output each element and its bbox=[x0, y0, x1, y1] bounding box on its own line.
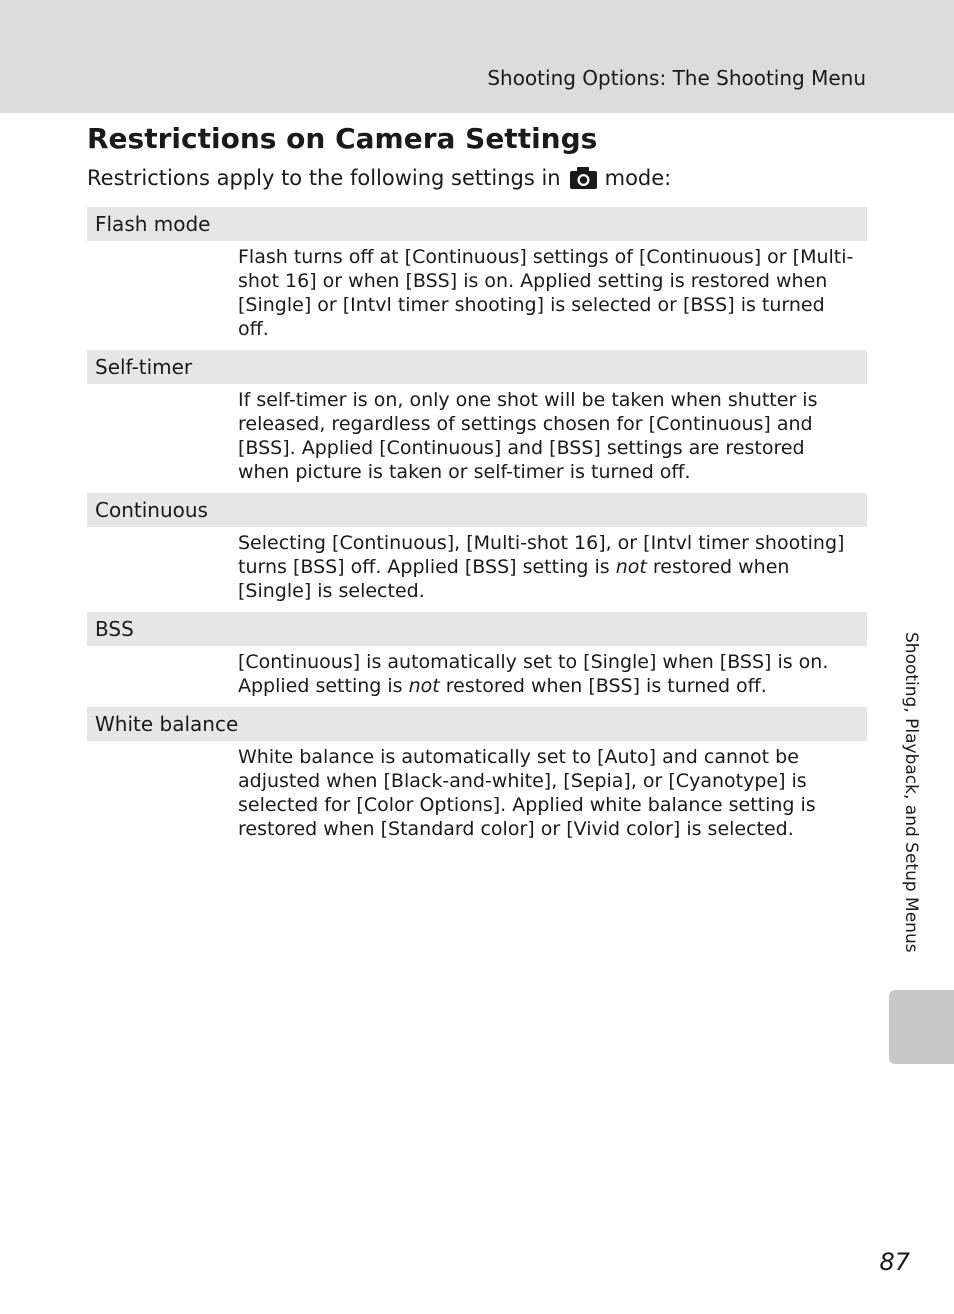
intro-text-after: mode: bbox=[604, 166, 672, 190]
desc-emphasis: not bbox=[408, 675, 440, 697]
desc-text: Selecting [Continuous], [Multi-shot 16], or [Intvl timer shooting] turns [BSS] off. Applied [BSS] setting is bbox=[238, 532, 845, 578]
desc-text: Flash turns off at [Continuous] settings of [Continuous] or [Multi-shot 16] or when [BSS] is on. Applied setting is restored when [Single] or [Intvl timer shooting] is selected or [BSS] is turned off. bbox=[238, 246, 854, 340]
restrictions-table bbox=[87, 207, 867, 850]
row-label-self-timer: Self-timer bbox=[87, 350, 867, 384]
row-label-flash-mode: Flash mode bbox=[87, 207, 867, 241]
intro-text-before: Restrictions apply to the following settings in bbox=[87, 166, 561, 190]
desc-text: White balance is automatically set to [Auto] and cannot be adjusted when [Black-and-white], [Sepia], or [Cyanotype] is selected for [Color Options]. Applied white balance setting is restored when [Standard color] or [Vivid color] is selected. bbox=[238, 746, 816, 840]
row-label-continuous: Continuous bbox=[87, 493, 867, 527]
desc-text: If self-timer is on, only one shot will be taken when shutter is released, regardless of settings chosen for [Continuous] and [BSS]. Applied [Continuous] and [BSS] settings are restored when picture is taken or self-timer is turned off. bbox=[238, 389, 818, 483]
side-tab-label: Shooting, Playback, and Setup Menus bbox=[901, 632, 921, 953]
desc-emphasis: not bbox=[615, 556, 647, 578]
camera-icon bbox=[570, 167, 597, 189]
intro-text bbox=[87, 166, 671, 190]
row-desc-self-timer bbox=[87, 384, 867, 493]
header-band bbox=[0, 0, 954, 113]
page-title: Restrictions on Camera Settings bbox=[87, 122, 598, 155]
row-label-bss: BSS bbox=[87, 612, 867, 646]
page-number: 87 bbox=[879, 1248, 910, 1276]
desc-text: [Continuous] is automatically set to [Single] when [BSS] is on. Applied setting is bbox=[238, 651, 829, 697]
section-title: Shooting Options: The Shooting Menu bbox=[487, 66, 866, 90]
row-desc-white-balance bbox=[87, 741, 867, 850]
row-desc-bss bbox=[87, 646, 867, 707]
row-label-white-balance: White balance bbox=[87, 707, 867, 741]
row-desc-continuous bbox=[87, 527, 867, 612]
desc-text: restored when [BSS] is turned off. bbox=[439, 675, 767, 697]
desc-text: restored when [Single] is selected. bbox=[238, 556, 790, 602]
row-desc-flash-mode bbox=[87, 241, 867, 350]
side-tab-marker bbox=[889, 990, 954, 1064]
